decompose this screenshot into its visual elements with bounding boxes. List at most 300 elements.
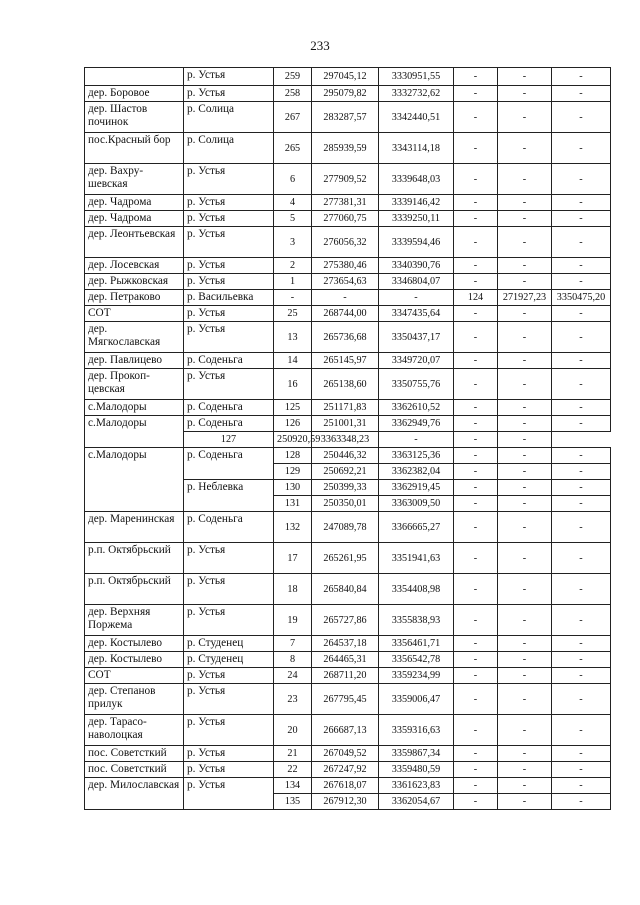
coord-y-cell: 3351941,63 bbox=[379, 543, 454, 574]
river-cell: р. Устья bbox=[184, 86, 274, 102]
coord-x-2-cell: - bbox=[498, 227, 552, 258]
coord-x-cell: 267247,92 bbox=[312, 762, 379, 778]
river-cell: р. Устья bbox=[184, 195, 274, 211]
settlement-cell: дер. Верхняя Поржема bbox=[85, 605, 184, 636]
coord-y-cell: 3362610,52 bbox=[379, 400, 454, 416]
coord-x-cell: 277381,31 bbox=[312, 195, 379, 211]
settlement-cell: дер. Костылево bbox=[85, 652, 184, 668]
point-number-2-cell: - bbox=[454, 353, 498, 369]
settlement-cell: пос.Красный бор bbox=[85, 133, 184, 164]
point-number-cell: 130 bbox=[274, 480, 312, 496]
coord-y-2-cell: - bbox=[552, 668, 611, 684]
table-row bbox=[85, 636, 611, 652]
point-number-2-cell: - bbox=[454, 258, 498, 274]
coord-x-cell: 265261,95 bbox=[312, 543, 379, 574]
settlement-cell: с.Малодоры bbox=[85, 400, 184, 416]
point-number-cell: 23 bbox=[274, 684, 312, 715]
coord-x-2-cell: - bbox=[498, 133, 552, 164]
point-number-2-cell: - bbox=[454, 306, 498, 322]
point-number-2-cell: 124 bbox=[454, 290, 498, 306]
river-cell: р. Устья bbox=[184, 322, 274, 353]
settlement-cell: дер. Леонтьевская bbox=[85, 227, 184, 258]
coord-x-cell: 295079,82 bbox=[312, 86, 379, 102]
table-row bbox=[85, 574, 611, 605]
coord-x-2-cell: - bbox=[454, 432, 498, 448]
coord-y-2-cell: - bbox=[552, 746, 611, 762]
coord-y-2-cell: - bbox=[552, 794, 611, 810]
coord-x-2-cell: - bbox=[498, 211, 552, 227]
settlement-cell: дер. Степанов прилук bbox=[85, 684, 184, 715]
coord-x-2-cell: - bbox=[498, 353, 552, 369]
coord-x-2-cell: - bbox=[498, 762, 552, 778]
coord-y-cell: 3359867,34 bbox=[379, 746, 454, 762]
coord-y-cell: 3362054,67 bbox=[379, 794, 454, 810]
point-number-2-cell: - bbox=[454, 746, 498, 762]
point-number-2-cell: - bbox=[454, 464, 498, 480]
table-row bbox=[85, 211, 611, 227]
point-number-cell: 1 bbox=[274, 274, 312, 290]
coord-y-2-cell: - bbox=[552, 164, 611, 195]
coord-x-cell: 264465,31 bbox=[312, 652, 379, 668]
coord-y-cell: 3340390,76 bbox=[379, 258, 454, 274]
coord-x-cell: 265138,60 bbox=[312, 369, 379, 400]
river-cell: р. Солица bbox=[184, 133, 274, 164]
coord-x-cell: 251171,83 bbox=[312, 400, 379, 416]
coord-x-2-cell: - bbox=[498, 636, 552, 652]
point-number-2-cell: - bbox=[454, 668, 498, 684]
table-row bbox=[85, 86, 611, 102]
table-row bbox=[85, 164, 611, 195]
settlement-cell: дер. Чадрома bbox=[85, 195, 184, 211]
coord-y-cell: 3355838,93 bbox=[379, 605, 454, 636]
settlement-cell: дер. Рыжковская bbox=[85, 274, 184, 290]
point-number-2-cell: - bbox=[454, 211, 498, 227]
table-row bbox=[85, 746, 611, 762]
river-cell: р. Устья bbox=[184, 211, 274, 227]
point-number-cell: 21 bbox=[274, 746, 312, 762]
point-number-2-cell: - bbox=[454, 68, 498, 86]
point-number-2-cell: - bbox=[454, 322, 498, 353]
coord-x-cell: 265736,68 bbox=[312, 322, 379, 353]
river-cell: р. Студенец bbox=[184, 636, 274, 652]
coord-y-cell: 3362949,76 bbox=[379, 416, 454, 432]
coord-x-2-cell: - bbox=[498, 416, 552, 432]
coord-y-cell: 3339146,42 bbox=[379, 195, 454, 211]
point-number-cell: 6 bbox=[274, 164, 312, 195]
point-number-2-cell: - bbox=[454, 778, 498, 794]
coord-x-2-cell: 271927,23 bbox=[498, 290, 552, 306]
coord-x-2-cell: - bbox=[498, 274, 552, 290]
table-row bbox=[85, 652, 611, 668]
coord-y-cell: 3359234,99 bbox=[379, 668, 454, 684]
table-row bbox=[85, 715, 611, 746]
coord-y-cell: 3354408,98 bbox=[379, 574, 454, 605]
coord-y-2-cell: - bbox=[552, 496, 611, 512]
coord-y-2-cell: - bbox=[552, 448, 611, 464]
point-number-cell: 126 bbox=[274, 416, 312, 432]
settlement-cell: дер. Прокоп-цевская bbox=[85, 369, 184, 400]
coord-x-cell: 273654,63 bbox=[312, 274, 379, 290]
coord-y-2-cell: - bbox=[552, 684, 611, 715]
river-cell: р. Устья bbox=[184, 746, 274, 762]
settlement-cell: дер. Тарасо-наволоцкая bbox=[85, 715, 184, 746]
coord-x-cell: 268744,00 bbox=[312, 306, 379, 322]
settlement-cell: пос. Советсткий bbox=[85, 762, 184, 778]
point-number-2-cell: - bbox=[454, 794, 498, 810]
coord-y-2-cell: - bbox=[552, 778, 611, 794]
coord-x-cell: 267049,52 bbox=[312, 746, 379, 762]
point-number-cell: 267 bbox=[274, 102, 312, 133]
coordinates-table bbox=[84, 67, 611, 810]
coord-y-2-cell: - bbox=[498, 432, 552, 448]
settlement-cell: дер. Павлицево bbox=[85, 353, 184, 369]
coord-x-cell: 250446,32 bbox=[312, 448, 379, 464]
point-number-cell: 18 bbox=[274, 574, 312, 605]
point-number-2-cell: - bbox=[454, 164, 498, 195]
table-row bbox=[85, 102, 611, 133]
coord-x-cell: 250399,33 bbox=[312, 480, 379, 496]
coord-y-2-cell: - bbox=[552, 464, 611, 480]
settlement-cell: дер. Вахру-шевская bbox=[85, 164, 184, 195]
point-number-cell: 3 bbox=[274, 227, 312, 258]
coord-y-cell: 3350755,76 bbox=[379, 369, 454, 400]
coord-y-cell: 3359006,47 bbox=[379, 684, 454, 715]
point-number-2-cell: - bbox=[454, 195, 498, 211]
point-number-cell: - bbox=[274, 290, 312, 306]
settlement-cell: дер. Боровое bbox=[85, 86, 184, 102]
point-number-2-cell: - bbox=[454, 543, 498, 574]
coord-x-cell: 266687,13 bbox=[312, 715, 379, 746]
settlement-cell bbox=[85, 68, 184, 86]
point-number-cell: 16 bbox=[274, 369, 312, 400]
coord-x-cell: 275380,46 bbox=[312, 258, 379, 274]
table-row bbox=[85, 369, 611, 400]
coord-x-2-cell: - bbox=[498, 164, 552, 195]
point-number-2-cell: - bbox=[454, 496, 498, 512]
coord-x-cell: 277909,52 bbox=[312, 164, 379, 195]
point-number-cell: 131 bbox=[274, 496, 312, 512]
settlement-cell: дер. Шастов починок bbox=[85, 102, 184, 133]
coord-y-2-cell: - bbox=[552, 543, 611, 574]
coord-x-2-cell: - bbox=[498, 574, 552, 605]
table-row bbox=[85, 512, 611, 543]
river-cell: р. Соденьга bbox=[184, 416, 274, 432]
point-number-cell: 7 bbox=[274, 636, 312, 652]
coord-x-cell: 247089,78 bbox=[312, 512, 379, 543]
coord-y-2-cell: - bbox=[552, 133, 611, 164]
point-number-cell: 19 bbox=[274, 605, 312, 636]
coord-y-2-cell: - bbox=[552, 574, 611, 605]
table-row bbox=[85, 353, 611, 369]
point-number-2-cell: - bbox=[454, 636, 498, 652]
point-number-cell: 258 bbox=[274, 86, 312, 102]
point-number-2-cell: - bbox=[454, 605, 498, 636]
coord-x-2-cell: - bbox=[498, 652, 552, 668]
coord-x-cell: 265145,97 bbox=[312, 353, 379, 369]
coord-y-cell: 3342440,51 bbox=[379, 102, 454, 133]
coord-x-2-cell: - bbox=[498, 794, 552, 810]
point-number-cell: 20 bbox=[274, 715, 312, 746]
river-cell: р. Васильевка bbox=[184, 290, 274, 306]
river-cell: р. Устья bbox=[184, 274, 274, 290]
table-row bbox=[85, 778, 611, 794]
settlement-cell: дер. Чадрома bbox=[85, 211, 184, 227]
coord-y-2-cell: - bbox=[552, 652, 611, 668]
point-number-cell: 14 bbox=[274, 353, 312, 369]
river-cell: р. Устья bbox=[184, 684, 274, 715]
coord-y-cell: 3346804,07 bbox=[379, 274, 454, 290]
coord-x-2-cell: - bbox=[498, 746, 552, 762]
table-row bbox=[85, 684, 611, 715]
coord-x-cell: 277060,75 bbox=[312, 211, 379, 227]
table-row bbox=[85, 227, 611, 258]
coord-x-2-cell: - bbox=[498, 306, 552, 322]
river-cell: р. Соденьга bbox=[184, 512, 274, 543]
settlement-cell: дер. Петраково bbox=[85, 290, 184, 306]
coord-x-cell: 251001,31 bbox=[312, 416, 379, 432]
river-cell: р. Соденьга bbox=[184, 400, 274, 416]
coord-x-cell: 250920,59 bbox=[274, 432, 312, 448]
coord-y-cell: 3363125,36 bbox=[379, 448, 454, 464]
coord-x-2-cell: - bbox=[498, 464, 552, 480]
point-number-2-cell: - bbox=[454, 448, 498, 464]
river-cell: р. Устья bbox=[184, 778, 274, 810]
river-cell: р. Устья bbox=[184, 369, 274, 400]
coord-y-cell: 3330951,55 bbox=[379, 68, 454, 86]
coord-y-cell: 3356542,78 bbox=[379, 652, 454, 668]
point-number-2-cell: - bbox=[454, 715, 498, 746]
river-cell: р. Устья bbox=[184, 762, 274, 778]
river-cell: р. Устья bbox=[184, 543, 274, 574]
coord-x-cell: 267912,30 bbox=[312, 794, 379, 810]
coord-y-cell: 3349720,07 bbox=[379, 353, 454, 369]
settlement-cell: дер. Лосевская bbox=[85, 258, 184, 274]
table-row bbox=[85, 258, 611, 274]
settlement-cell: СОТ bbox=[85, 668, 184, 684]
coord-x-2-cell: - bbox=[498, 448, 552, 464]
coord-y-cell: 3363009,50 bbox=[379, 496, 454, 512]
point-number-2-cell: - bbox=[454, 762, 498, 778]
settlement-cell: с.Малодоры bbox=[85, 448, 184, 512]
point-number-cell: 265 bbox=[274, 133, 312, 164]
table-row bbox=[85, 762, 611, 778]
point-number-2-cell: - bbox=[454, 86, 498, 102]
settlement-cell: дер. Мягкославская bbox=[85, 322, 184, 353]
table-row bbox=[85, 543, 611, 574]
point-number-2-cell: - bbox=[454, 274, 498, 290]
river-cell: р. Устья bbox=[184, 574, 274, 605]
coord-x-2-cell: - bbox=[498, 102, 552, 133]
point-number-cell: 125 bbox=[274, 400, 312, 416]
coord-y-cell: 3361623,83 bbox=[379, 778, 454, 794]
point-number-cell: 4 bbox=[274, 195, 312, 211]
coord-y-cell: 3362382,04 bbox=[379, 464, 454, 480]
coord-y-2-cell: - bbox=[552, 322, 611, 353]
table-row bbox=[85, 68, 611, 86]
coord-x-cell: 297045,12 bbox=[312, 68, 379, 86]
coord-x-2-cell: - bbox=[498, 715, 552, 746]
coord-y-2-cell: - bbox=[552, 416, 611, 432]
coord-y-cell: 3339594,46 bbox=[379, 227, 454, 258]
settlement-cell: с.Малодоры bbox=[85, 416, 184, 448]
river-cell: р. Устья bbox=[184, 258, 274, 274]
point-number-2-cell: - bbox=[454, 400, 498, 416]
table-row bbox=[85, 290, 611, 306]
coord-y-2-cell: - bbox=[552, 227, 611, 258]
river-cell: р. Устья bbox=[184, 306, 274, 322]
coord-y-2-cell: 3350475,20 bbox=[552, 290, 611, 306]
coord-x-cell: 250692,21 bbox=[312, 464, 379, 480]
point-number-cell: 2 bbox=[274, 258, 312, 274]
coord-x-2-cell: - bbox=[498, 322, 552, 353]
point-number-cell: 134 bbox=[274, 778, 312, 794]
coord-x-2-cell: - bbox=[498, 369, 552, 400]
point-number-2-cell: - bbox=[454, 574, 498, 605]
point-number-cell: 5 bbox=[274, 211, 312, 227]
coord-y-2-cell: - bbox=[552, 512, 611, 543]
coord-x-2-cell: - bbox=[498, 778, 552, 794]
coord-y-cell: 3356461,71 bbox=[379, 636, 454, 652]
coord-x-cell: 250350,01 bbox=[312, 496, 379, 512]
table-row bbox=[85, 322, 611, 353]
point-number-cell: 132 bbox=[274, 512, 312, 543]
coord-y-2-cell: - bbox=[552, 195, 611, 211]
coord-y-2-cell: - bbox=[552, 480, 611, 496]
coord-y-2-cell: - bbox=[552, 369, 611, 400]
point-number-cell: 24 bbox=[274, 668, 312, 684]
point-number-2-cell: - bbox=[454, 684, 498, 715]
river-cell: р. Устья bbox=[184, 668, 274, 684]
river-cell: р. Устья bbox=[184, 605, 274, 636]
point-number-2-cell: - bbox=[454, 227, 498, 258]
settlement-cell: СОТ bbox=[85, 306, 184, 322]
point-number-2-cell: - bbox=[454, 512, 498, 543]
coord-y-cell: 3359480,59 bbox=[379, 762, 454, 778]
table-row bbox=[85, 400, 611, 416]
coord-x-2-cell: - bbox=[498, 258, 552, 274]
table-row bbox=[85, 416, 611, 432]
settlement-cell: р.п. Октябрьский bbox=[85, 543, 184, 574]
point-number-2-cell: - bbox=[454, 416, 498, 432]
point-number-cell: 259 bbox=[274, 68, 312, 86]
river-cell: р. Неблевка bbox=[184, 480, 274, 512]
coord-x-cell: 265840,84 bbox=[312, 574, 379, 605]
coord-y-cell: 3339250,11 bbox=[379, 211, 454, 227]
coord-y-2-cell: - bbox=[552, 400, 611, 416]
point-number-2-cell: - bbox=[454, 133, 498, 164]
river-cell: р. Соденьга bbox=[184, 448, 274, 480]
river-cell: р. Солица bbox=[184, 102, 274, 133]
coord-x-cell: 264537,18 bbox=[312, 636, 379, 652]
table-row bbox=[85, 195, 611, 211]
coord-x-2-cell: - bbox=[498, 668, 552, 684]
coord-y-cell: 3347435,64 bbox=[379, 306, 454, 322]
coord-x-2-cell: - bbox=[498, 480, 552, 496]
point-number-cell: 13 bbox=[274, 322, 312, 353]
settlement-cell: дер. Милославская bbox=[85, 778, 184, 810]
table-row bbox=[85, 133, 611, 164]
point-number-cell: 127 bbox=[184, 432, 274, 448]
point-number-2-cell: - bbox=[454, 480, 498, 496]
page-number: 233 bbox=[310, 38, 330, 53]
point-number-cell: 17 bbox=[274, 543, 312, 574]
settlement-cell: дер. Костылево bbox=[85, 636, 184, 652]
settlement-cell: р.п. Октябрьский bbox=[85, 574, 184, 605]
river-cell: р. Устья bbox=[184, 715, 274, 746]
coord-y-cell: 3362919,45 bbox=[379, 480, 454, 496]
point-number-cell: 8 bbox=[274, 652, 312, 668]
coord-x-2-cell: - bbox=[498, 605, 552, 636]
coord-x-2-cell: - bbox=[498, 86, 552, 102]
settlement-cell: дер. Маренинская bbox=[85, 512, 184, 543]
river-cell: р. Устья bbox=[184, 164, 274, 195]
coord-x-2-cell: - bbox=[498, 684, 552, 715]
river-cell: р. Устья bbox=[184, 227, 274, 258]
table-row bbox=[85, 668, 611, 684]
coord-y-cell: 3343114,18 bbox=[379, 133, 454, 164]
coord-x-cell: 283287,57 bbox=[312, 102, 379, 133]
river-cell: р. Студенец bbox=[184, 652, 274, 668]
coord-x-2-cell: - bbox=[498, 400, 552, 416]
coord-y-cell: 3339648,03 bbox=[379, 164, 454, 195]
river-cell: р. Устья bbox=[184, 68, 274, 86]
coord-x-2-cell: - bbox=[498, 543, 552, 574]
table-row bbox=[85, 448, 611, 464]
coord-x-cell: 276056,32 bbox=[312, 227, 379, 258]
table-row bbox=[85, 306, 611, 322]
coord-y-2-cell: - bbox=[552, 274, 611, 290]
coord-y-2-cell: - bbox=[552, 353, 611, 369]
coord-x-cell: 267795,45 bbox=[312, 684, 379, 715]
coord-x-cell: 268711,20 bbox=[312, 668, 379, 684]
table-body bbox=[85, 68, 611, 810]
point-number-cell: 135 bbox=[274, 794, 312, 810]
coord-x-2-cell: - bbox=[498, 68, 552, 86]
coord-x-cell: - bbox=[312, 290, 379, 306]
coord-x-2-cell: - bbox=[498, 195, 552, 211]
settlement-cell: пос. Советсткий bbox=[85, 746, 184, 762]
coord-x-cell: 285939,59 bbox=[312, 133, 379, 164]
table-row bbox=[85, 274, 611, 290]
coord-y-2-cell: - bbox=[552, 211, 611, 227]
coord-y-cell: - bbox=[379, 290, 454, 306]
point-number-cell: 128 bbox=[274, 448, 312, 464]
point-number-cell: 25 bbox=[274, 306, 312, 322]
coord-y-2-cell: - bbox=[552, 68, 611, 86]
coord-y-2-cell: - bbox=[552, 715, 611, 746]
point-number-cell: 129 bbox=[274, 464, 312, 480]
coord-x-2-cell: - bbox=[498, 512, 552, 543]
point-number-cell: 22 bbox=[274, 762, 312, 778]
coord-y-2-cell: - bbox=[552, 102, 611, 133]
coord-y-2-cell: - bbox=[552, 258, 611, 274]
coord-y-2-cell: - bbox=[552, 636, 611, 652]
coord-y-cell: 3350437,17 bbox=[379, 322, 454, 353]
point-number-2-cell: - bbox=[454, 369, 498, 400]
coord-y-2-cell: - bbox=[552, 762, 611, 778]
coord-y-2-cell: - bbox=[552, 605, 611, 636]
coord-x-cell: 267618,07 bbox=[312, 778, 379, 794]
coord-y-cell: 3332732,62 bbox=[379, 86, 454, 102]
coord-x-cell: 265727,86 bbox=[312, 605, 379, 636]
coord-y-cell: 3366665,27 bbox=[379, 512, 454, 543]
coord-y-cell: 3359316,63 bbox=[379, 715, 454, 746]
coord-y-2-cell: - bbox=[552, 86, 611, 102]
point-number-2-cell: - bbox=[454, 652, 498, 668]
coord-y-cell: 3363348,23 bbox=[312, 432, 379, 448]
point-number-2-cell: - bbox=[379, 432, 454, 448]
point-number-2-cell: - bbox=[454, 102, 498, 133]
